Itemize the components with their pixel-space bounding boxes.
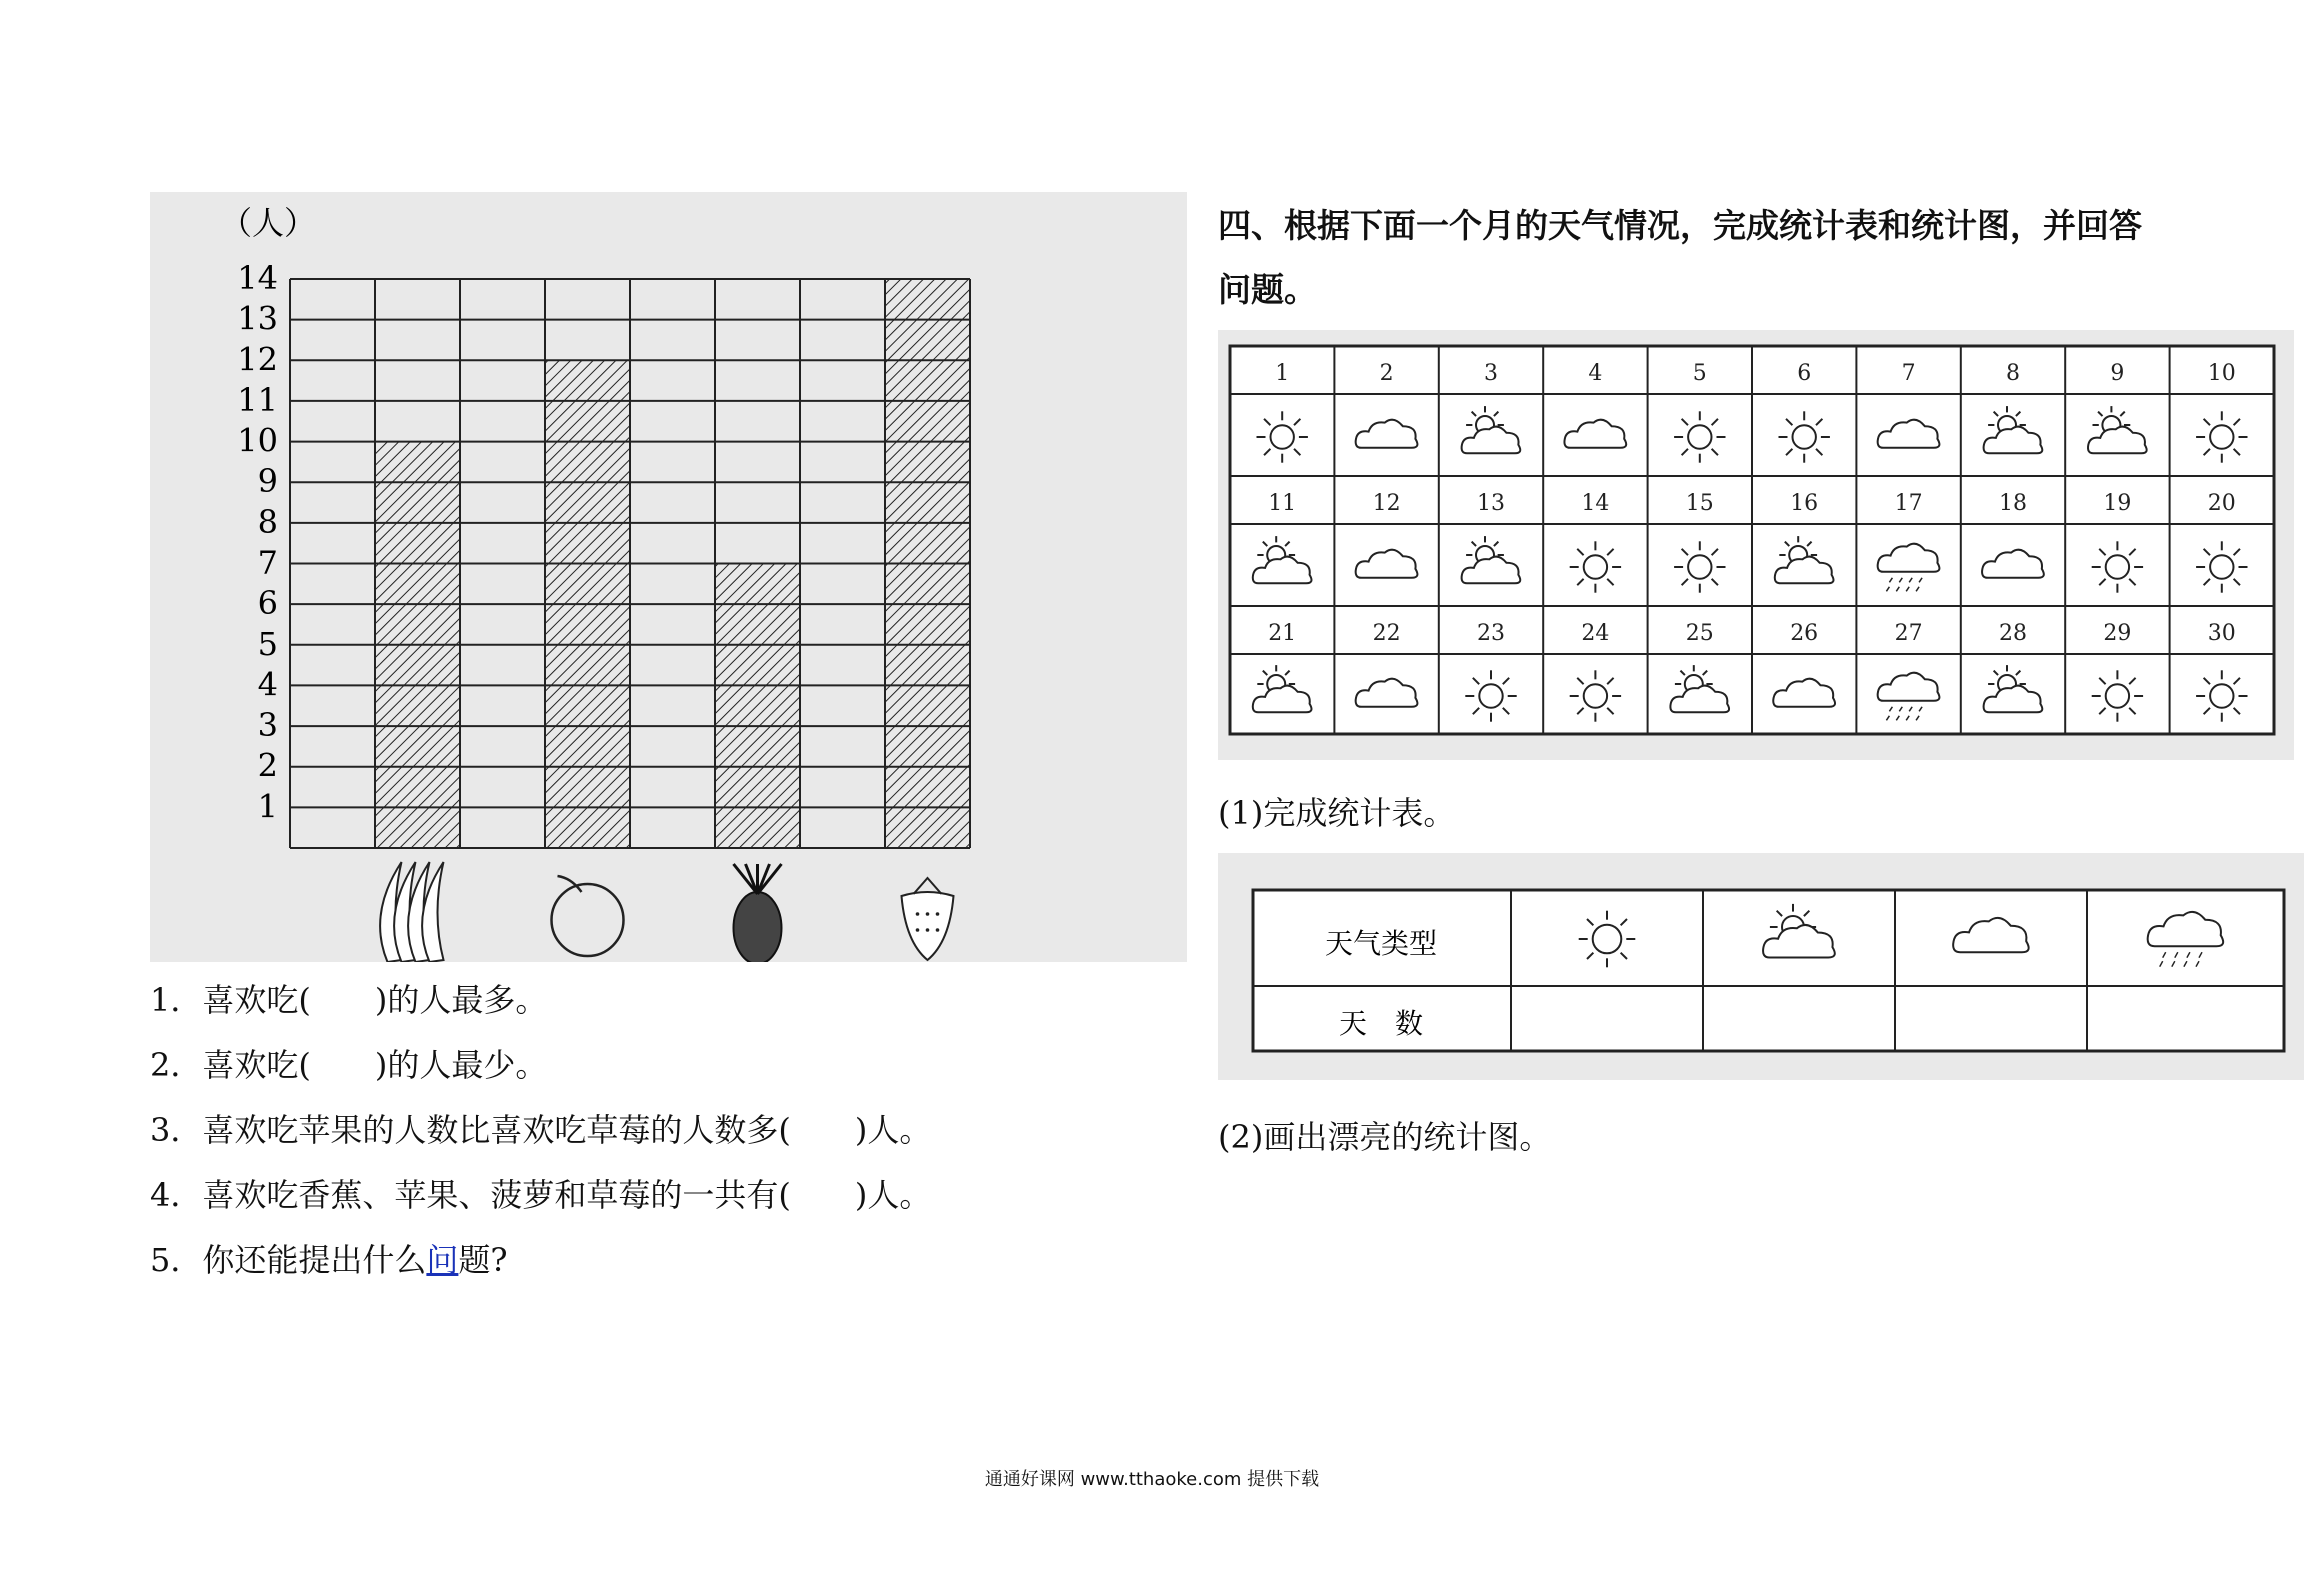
day-number: 20 [2207,491,2236,516]
day-number: 15 [1685,491,1714,516]
banana-icon [380,862,443,962]
y-tick-label: 8 [257,502,278,541]
question-text: 你还能提出什么 [202,1241,427,1279]
bar [715,564,800,849]
day-number: 13 [1477,491,1505,516]
day-number: 28 [1999,621,2027,646]
question-number: 4． [150,1176,203,1214]
y-axis-unit: （人） [220,204,317,242]
day-number: 21 [1268,621,1297,646]
question-number: 5． [150,1241,203,1279]
y-tick-label: 13 [237,299,278,338]
bar-chart-panel [150,192,1187,962]
day-number: 9 [2110,361,2125,386]
y-tick-label: 12 [237,340,278,379]
day-number: 29 [2103,621,2132,646]
day-number: 4 [1588,361,1603,386]
y-tick-label: 5 [257,624,278,663]
question-number: 2． [150,1046,203,1084]
footer: 通通好课网 www.tthaoke.com 提供下载 [984,1469,1320,1490]
stat-table [1218,853,2304,1080]
y-tick-label: 14 [237,259,278,297]
section4-heading-line1: 四、根据下面一个月的天气情况，完成统计表和统计图，并回答 [1218,206,2142,245]
strawberry-icon [902,878,954,960]
day-number: 18 [1999,491,2027,516]
y-tick-label: 2 [257,746,278,785]
day-number: 14 [1581,491,1610,516]
question-text-end: 题? [458,1241,508,1279]
day-number: 2 [1379,361,1394,386]
question-5 [150,1240,508,1280]
section4-heading-line2: 问题。 [1218,270,1317,309]
day-number: 17 [1894,491,1923,516]
bar-chart [150,192,1187,962]
question-2 [150,1045,547,1085]
day-number: 7 [1901,361,1916,386]
day-number: 8 [2006,361,2020,386]
day-number: 23 [1477,621,1505,646]
y-tick-label: 7 [257,543,278,582]
y-tick-label: 10 [237,421,278,460]
day-number: 12 [1372,491,1401,516]
day-number: 30 [2207,621,2236,646]
question-text: 喜欢吃香蕉、苹果、菠萝和草莓的一共有( )人。 [202,1176,932,1214]
question-text: 喜欢吃苹果的人数比喜欢吃草莓的人数多( )人。 [202,1111,932,1149]
question-1 [150,980,547,1020]
y-tick-label: 3 [257,706,278,745]
question-number: 1． [150,981,203,1019]
day-number: 16 [1790,491,1819,516]
question-text: 喜欢吃( )的人最少。 [202,1046,548,1084]
weather-calendar-panel [1218,330,2294,760]
y-tick-label: 1 [257,787,278,826]
weather-calendar [1218,330,2294,760]
day-number: 27 [1894,621,1923,646]
day-number: 3 [1484,361,1498,386]
stat-row1-label: 天气类型 [1324,927,1438,960]
question-link[interactable]: 问 [426,1241,459,1279]
day-number: 5 [1692,361,1707,386]
stat-row2-label: 天 数 [1338,1007,1424,1040]
day-number: 19 [2103,491,2132,516]
question-3 [150,1110,931,1150]
day-number: 22 [1372,621,1401,646]
sub-question-1: (1)完成统计表。 [1218,794,1456,832]
y-tick-label: 6 [257,584,278,623]
question-number: 3． [150,1111,203,1149]
y-tick-label: 11 [237,380,278,419]
day-number: 25 [1685,621,1714,646]
question-text: 喜欢吃( )的人最多。 [202,981,548,1019]
y-tick-label: 4 [257,665,278,704]
y-tick-label: 9 [257,462,278,501]
day-number: 1 [1275,361,1290,386]
day-number: 11 [1268,491,1297,516]
apple-icon [552,876,624,956]
sub-question-2: (2)画出漂亮的统计图。 [1218,1118,1552,1156]
question-4 [150,1175,931,1215]
day-number: 24 [1581,621,1610,646]
day-number: 10 [2207,361,2236,386]
day-number: 26 [1790,621,1819,646]
pineapple-icon [734,864,782,962]
stat-table-panel [1218,853,2304,1080]
day-number: 6 [1797,361,1812,386]
